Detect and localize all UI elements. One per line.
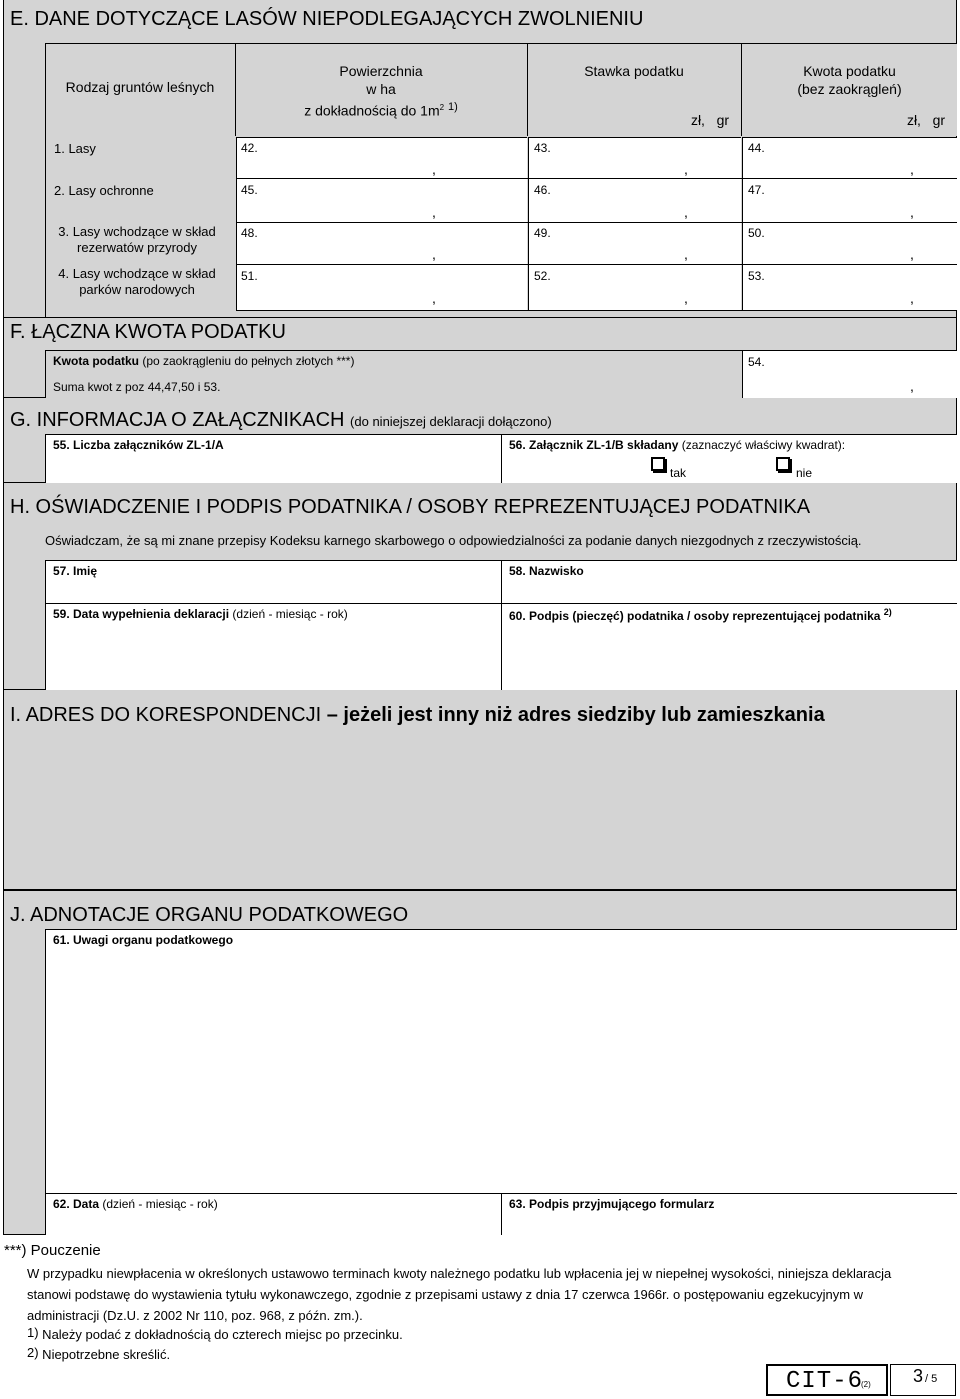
decimal-comma: , [684, 290, 688, 306]
field-57-box[interactable] [45, 560, 501, 603]
field-51: 51. [241, 269, 258, 283]
field-53: 53. [748, 269, 765, 283]
section-g-title: G. INFORMACJA O ZAŁĄCZNIKACH (do niniejszej deklaracji dołączono) [10, 409, 552, 431]
decimal-comma: , [684, 246, 688, 262]
decimal-comma: , [684, 204, 688, 220]
page-number-box [890, 1364, 956, 1396]
decimal-comma: , [910, 378, 914, 394]
row-label-parki: 4. Lasy wchodzące w skład parków narodowych [58, 266, 216, 297]
form-code-box [766, 1364, 888, 1396]
form-code: CIT-6 [786, 1368, 864, 1395]
field-61-box[interactable] [45, 929, 957, 1193]
checkbox-tak-label: tak [670, 466, 687, 480]
section-e-title: E. DANE DOTYCZĄCE LASÓW NIEPODLEGAJĄCYCH ZWOLNIENIU [10, 8, 644, 30]
form-version: (2) [861, 1380, 871, 1389]
tax-fields[interactable] [742, 137, 957, 310]
field-50: 50. [748, 226, 765, 240]
field-48: 48. [241, 226, 258, 240]
field-58-label: 58. Nazwisko [509, 564, 584, 578]
section-f-title: F. ŁĄCZNA KWOTA PODATKU [10, 321, 286, 343]
col-forest-type-header: Rodzaj gruntów leśnych [65, 79, 215, 95]
section-i-title: I. ADRES DO KORESPONDENCJI – jeżeli jest inny niż adres siedziby lub zamieszkania [10, 704, 825, 726]
notes-line-3: administracji (Dz.U. z 2002 Nr 110, poz. 968, z późn. zm.). [27, 1308, 363, 1323]
section-j-title: J. ADNOTACJE ORGANU PODATKOWEGO [10, 904, 409, 926]
checkbox-tak[interactable] [651, 457, 665, 471]
total-tax-label: Kwota podatku (po zaokrągleniu do pełnych złotych ***) [53, 354, 355, 368]
field-59-label: 59. Data wypełnienia deklaracji (dzień - miesiąc - rok) [53, 607, 348, 621]
checkbox-nie[interactable] [776, 457, 790, 471]
field-43: 43. [534, 141, 551, 155]
col-area-header: Powierzchnia w ha z dokładnością do $1m^2$ $^{1)}$ [304, 63, 458, 119]
col-tax-header: Kwota podatku (bez zaokrągleń) [797, 63, 902, 97]
section-h-title: H. OŚWIADCZENIE I PODPIS PODATNIKA / OSOBY REPREZENTUJĄCEJ PODATNIKA [10, 496, 811, 518]
notes-line-1: W przypadku niewpłacenia w określonych ustawowo terminach kwoty należnego podatku lub wpłacenia jej w niepełnej wysokości, niniejsza deklaracja [27, 1266, 892, 1281]
decimal-comma: , [910, 290, 914, 306]
area-fields[interactable] [236, 137, 527, 310]
field-56-label: 56. Załącznik ZL-1/B składany (zaznaczyć właściwy kwadrat): [509, 438, 846, 452]
row-label-lasy-ochronne: 2. Lasy ochronne [54, 183, 154, 198]
field-49: 49. [534, 226, 551, 240]
field-60-label: 60. Podpis (pieczęć) podatnika / osoby reprezentującej podatnika $^{2)}$ [509, 607, 892, 623]
footnote-1: 1) Należy podać z dokładnością do czterech miejsc po przecinku. [27, 1325, 403, 1342]
field-62-label: 62. Data (dzień - miesiąc - rok) [53, 1197, 218, 1211]
field-54-box[interactable] [742, 350, 957, 398]
notes-title: ***) Pouczenie [4, 1242, 101, 1259]
field-47: 47. [748, 183, 765, 197]
decimal-comma: , [432, 161, 436, 177]
col-rate-unit: zł, gr [690, 112, 730, 128]
checkbox-nie-label: nie [796, 466, 813, 480]
field-54: 54. [748, 355, 765, 369]
decimal-comma: , [432, 290, 436, 306]
field-45: 45. [241, 183, 258, 197]
total-tax-sublabel: Suma kwot z poz 44,47,50 i 53. [53, 380, 221, 394]
row-label-lasy: 1. Lasy [54, 141, 96, 156]
decimal-comma: , [432, 246, 436, 262]
field-42: 42. [241, 141, 258, 155]
decimal-comma: , [432, 204, 436, 220]
decimal-comma: , [910, 246, 914, 262]
decimal-comma: , [910, 204, 914, 220]
field-61-label: 61. Uwagi organu podatkowego [53, 933, 234, 947]
footnote-2: 2) Niepotrzebne skreślić. [27, 1345, 171, 1362]
field-63-label: 63. Podpis przyjmującego formularz [509, 1197, 715, 1211]
page-number: 3 [913, 1366, 924, 1386]
field-55-label: 55. Liczba załączników ZL-1/A [53, 438, 224, 452]
page-total: / 5 [925, 1373, 938, 1385]
row-label-rezerwaty: 3. Lasy wchodzące w skład rezerwatów przyrody [58, 224, 216, 255]
field-52: 52. [534, 269, 551, 283]
col-tax-unit: zł, gr [906, 112, 946, 128]
decimal-comma: , [684, 161, 688, 177]
statement-text: Oświadczam, że są mi znane przepisy Kodeksu karnego skarbowego o odpowiedzialności za podanie danych niezgodnych z rzeczywistością. [45, 533, 862, 548]
rate-fields[interactable] [528, 137, 741, 310]
field-46: 46. [534, 183, 551, 197]
field-57-label: 57. Imię [53, 564, 98, 578]
notes-line-2: stanowi podstawę do wystawienia tytułu wykonawczego, zgodnie z przepisami ustawy z dnia 17 czerwca 1966r. o postępowaniu egzekucyjnym w [27, 1287, 864, 1302]
field-44: 44. [748, 141, 765, 155]
col-rate-header: Stawka podatku [584, 63, 684, 79]
decimal-comma: , [910, 161, 914, 177]
